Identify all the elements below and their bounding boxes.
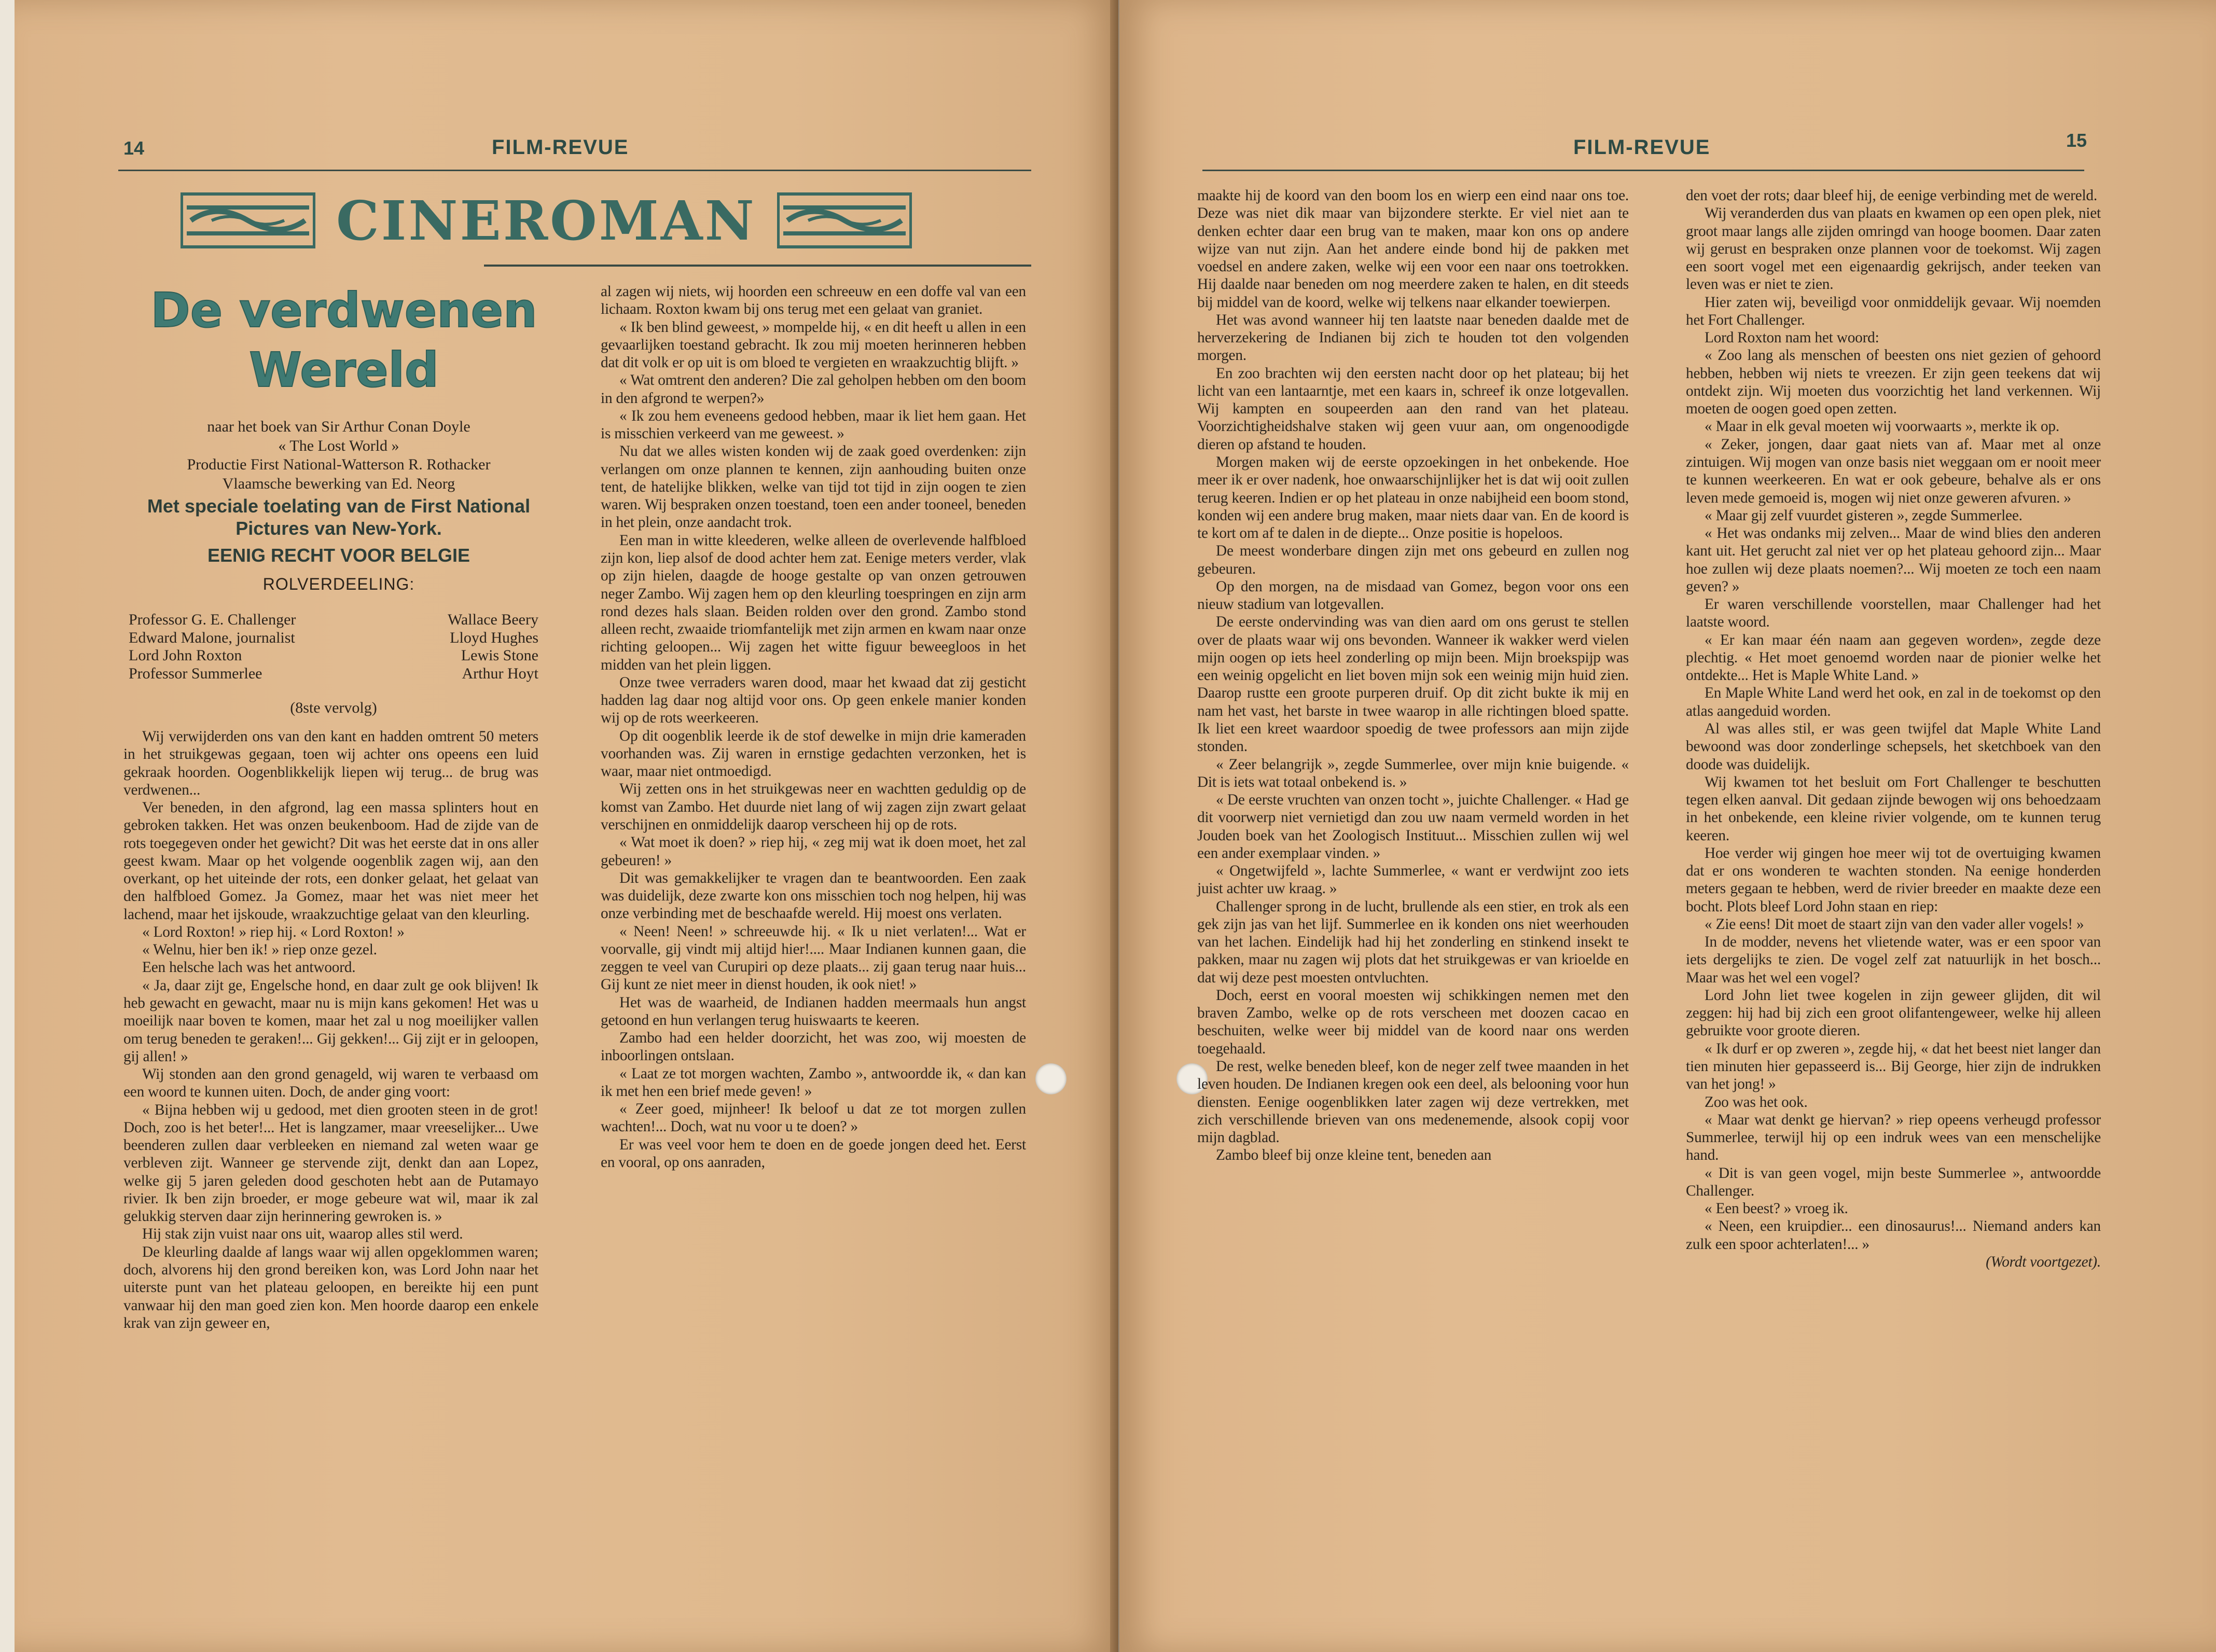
header-rule bbox=[118, 170, 1031, 171]
paragraph: Het was avond wanneer hij ten laatste naar beneden daalde met de herverzekering de Indianen bij zich te houden tot den volgenden morgen. bbox=[1197, 311, 1629, 364]
paragraph: « Zie eens! Dit moet de staart zijn van den vader aller vogels! » bbox=[1705, 915, 2084, 933]
paragraph: Op dit oogenblik leerde ik de stof dewelke in mijn drie kameraden voorhanden was. Zij waren in ernstige gedachten verzonken, het is waar, maar niet ontmoedigd. bbox=[601, 727, 1026, 780]
story-title-line1: De verdwenen bbox=[150, 283, 537, 338]
section-title: CINEROMAN bbox=[336, 188, 756, 253]
cast-actor: Wallace Beery bbox=[448, 611, 538, 628]
paragraph: Zambo had een helder doorzicht, het was zoo, wij moesten de inboorlingen ontslaan. bbox=[601, 1030, 1026, 1064]
paragraph: Wij kwamen tot het besluit om Fort Challenger te beschutten tegen elken aanval. Dit gedaan zijnde bewogen wij ons behoedzaam in het onbekende, een kleine rivier volgende, om te kunnen terug keeren. bbox=[1686, 773, 2101, 844]
paragraph: Ver beneden, in den afgrond, lag een massa splinters hout en gebroken takken. Het was onzen beukenboom. Had de zijde van de rots toegegeven onder het gewicht? Dit was het eerste dat in ons aller geest kwam. Maar op het volgende oogenblik zagen wij, aan den overkant, op het uiteinde der rots, een donker gelaat, het gelaat van den halfbloed Gomez. Ja Gomez, maar het was niet meer het lachend, maar het ijskoude, wraakzuchtige gelaat van den kleurling. bbox=[123, 799, 538, 923]
paragraph: Dit was gemakkelijker te vragen dan te beantwoorden. Een zaak was duidelijk, deze zwarte kon ons misschien toch nog helpen, hij was onze verbinding met de beschaafde wereld. Hij moest ons verlaten. bbox=[601, 869, 1026, 922]
paragraph: « Neen, een kruipdier... een dinosaurus!... Niemand anders kan zulk een spoor achterlaten!... » bbox=[1686, 1218, 2101, 1253]
cast-list bbox=[129, 611, 538, 683]
paragraph: « Zeer belangrijk », zegde Summerlee, over mijn knie buigende. « Dit is iets wat totaal onbekend is. » bbox=[1197, 756, 1629, 790]
paragraph: « Wat omtrent den anderen? Die zal geholpen hebben om den boom in den afgrond te werpen?» bbox=[601, 372, 1026, 407]
cast-row bbox=[129, 629, 538, 647]
paragraph: Hier zaten wij, beveiligd voor onmiddelijk gevaar. Wij noemden het Fort Challenger. bbox=[1686, 294, 2101, 328]
paragraph: al zagen wij niets, wij hoorden een schreeuw en een doffe val van een lichaam. Roxton kwam bij ons terug met een gelaat van graniet. bbox=[601, 283, 1026, 318]
masthead: FILM-REVUE bbox=[492, 136, 629, 159]
credit-adaptation: Vlaamsche bewerking van Ed. Neorg bbox=[222, 475, 455, 492]
paragraph: « Ongetwijfeld », lachte Summerlee, « want er verdwijnt zoo iets juist achter uw kraag. » bbox=[1197, 863, 1629, 897]
column-3 bbox=[1197, 187, 1629, 1164]
masthead: FILM-REVUE bbox=[1573, 136, 1711, 159]
paragraph: Het was de waarheid, de Indianen hadden meermaals hun angst getoond en hun verlangen terug huiswaarts te keeren. bbox=[601, 994, 1026, 1029]
cast-actor: Lloyd Hughes bbox=[450, 629, 538, 646]
paragraph: Wij stonden aan den grond genageld, wij waren te verbaasd om een woord te kunnen uiten. Doch, de ander ging voort: bbox=[123, 1066, 538, 1101]
continued-note: (Wordt voortgezet). bbox=[1986, 1253, 2101, 1270]
page-number: 15 bbox=[2066, 130, 2087, 151]
paragraph: Er waren verschillende voorstellen, maar Challenger had het laatste woord. bbox=[1686, 596, 2101, 631]
paragraph: Doch, eerst en vooral moesten wij schikkingen nemen met den braven Zambo, welke op de rots verscheen met doozen cacao en beschuiten, welke weer bij middel van de koord naar ons werden toegehaald. bbox=[1197, 987, 1629, 1057]
paragraph: Challenger sprong in de lucht, brullende als een stier, en trok als een gek zijn jas van het lijf. Summerlee en ik konden ons niet weerhouden van het lachen. Eindelijk had hij het zonderling en stinkend insekt te pakken, maar nu zagen wij plots dat het struikgewas er van krioelde en dat wij deze pest moesten ontvluchten. bbox=[1197, 898, 1629, 986]
cast-row bbox=[129, 665, 538, 683]
cast-role: Professor Summerlee bbox=[129, 664, 262, 682]
page-number: 14 bbox=[123, 137, 145, 159]
credit-production: Productie First National-Watterson R. Rothacker bbox=[187, 456, 491, 474]
cast-actor: Lewis Stone bbox=[461, 647, 538, 664]
column-1 bbox=[123, 728, 538, 1332]
paragraph: En zoo brachten wij den eersten nacht door op het plateau; bij het licht van een lantaarntje, met een kaars in, schreef ik onze lotgevallen. Wij kampten en soupeerden aan den rand van het plateau. Voorzichtigheidshalve staken wij geen vuur aan, om ongenoodigde dieren op afstand te houden. bbox=[1197, 365, 1629, 453]
punch-hole bbox=[1035, 1063, 1067, 1094]
paragraph: den voet der rots; daar bleef hij, de eenige verbinding met de wereld. bbox=[1686, 187, 2097, 204]
paragraph: Zoo was het ook. bbox=[1705, 1093, 1808, 1110]
paragraph: Een helsche lach was het antwoord. bbox=[142, 959, 356, 976]
column-2 bbox=[601, 283, 1026, 1171]
paragraph: De eerste ondervinding was van dien aard om ons gerust te stellen over de plaats waar wij ons bevonden. Wanneer ik wakker werd vielen mijn oogen op iets heel zonderling op mijn been. Mijn broekspijp was een weinig opgelicht en liet boven mijn sok een weinig mijn huid zien. Daarop rustte een groote purperen druif. Op dit zicht bukte ik mij en nam het vast, het barste in twee waarop in alle richtingen bloed spatte. Ik liet een kreet waardoor spoedig de twee professors aan mijn zijde stonden. bbox=[1197, 614, 1629, 755]
paragraph: Wij verwijderden ons van den kant en hadden omtrent 50 meters in het struikgewas gegaan, toen wij achter ons opeens een luid gekraak hoorden. Oogenblikkelijk liepen wij terug... de brug was verdwenen... bbox=[123, 728, 538, 798]
paragraph: Zambo bleef bij onze kleine tent, beneden aan bbox=[1216, 1147, 1492, 1164]
right-page bbox=[1119, 0, 2216, 1652]
story-title-line2: Wereld bbox=[249, 342, 439, 398]
paragraph: Al was alles stil, er was geen twijfel dat Maple White Land bewoond was door zonderlinge schepsels, het sketchboek van den doode was duidelijk. bbox=[1686, 720, 2101, 773]
ornament-left-icon bbox=[181, 192, 315, 249]
credit-source: naar het boek van Sir Arthur Conan Doyle bbox=[207, 418, 470, 435]
paragraph: Hij stak zijn vuist naar ons uit, waarop alles stil werd. bbox=[142, 1226, 463, 1243]
cast-label: ROLVERDEELING: bbox=[262, 574, 415, 593]
paragraph: Op den morgen, na de misdaad van Gomez, begon voor ons een nieuw stadium van lotgevallen. bbox=[1197, 578, 1629, 613]
paragraph: De meest wonderbare dingen zijn met ons gebeurd en zullen nog gebeuren. bbox=[1197, 543, 1629, 577]
paragraph: Onze twee verraders waren dood, maar het kwaad dat zij gesticht hadden lag daar nog altijd voor ons. Op geen enkele manier konden wij op de rots weerkeeren. bbox=[601, 674, 1026, 727]
credit-original-title: « The Lost World » bbox=[278, 437, 399, 454]
paragraph: Wij veranderden dus van plaats en kwamen op een open plek, niet groot maar langs alle zijden omringd van hooge boomen. Daar zaten wij gerust en bespraken onze plannen voor de toekomst. Wij zagen een soort vogel met een eigenaardig gekrijsch, ander teeken van leven was er niet te zien. bbox=[1686, 205, 2101, 293]
paragraph: « Zeker, jongen, daar gaat niets van af. Maar met al onze zintuigen. Wij mogen van onze basis niet weggaan om er nooit meer te kunnen weerkeeren. En wat er ook gebeure, behalve als er ons leven mede gemoeid is, mogen wij niet onze geweren afvuren. » bbox=[1686, 436, 2101, 506]
paragraph: Wij zetten ons in het struikgewas neer en wachtten geduldig op de komst van Zambo. Het duurde niet lang of wij zagen zijn zwart gelaat verschijnen en onmiddelijk daarop verscheen hij op de rots. bbox=[601, 781, 1026, 833]
paragraph: « Lord Roxton! » riep hij. « Lord Roxton! » bbox=[142, 923, 405, 940]
paragraph: De rest, welke beneden bleef, kon de neger zelf twee maanden in het leven houden. De Indianen kregen ook een deel, als belooning voor hun diensten. Eenige oogenblikken later zagen wij deze vertrekken, met zich verschillende brieven van ons medenemende, alsook copij voor mijn dagblad. bbox=[1197, 1058, 1629, 1146]
section-banner bbox=[181, 184, 959, 257]
paragraph: maakte hij de koord van den boom los en wierp een eind naar ons toe. Deze was niet dik maar van bijzondere sterkte. Er viel niet aan te denken echter daar een brug van te maken, maar kon ons op andere wijze van nut zijn. Aan het andere einde bond hij de pakken met voedsel en andere zaken, welke wij een voor een naar ons toetrokken. Hij daalde naar beneden om nog meerdere zaken te halen, en dit steeds bij middel van de koord, welke wij telkens naar elkander toewierpen. bbox=[1197, 187, 1629, 311]
header-rule bbox=[1202, 170, 2084, 171]
paragraph: « Een beest? » vroeg ik. bbox=[1705, 1200, 1848, 1217]
paragraph: « Ik zou hem eveneens gedood hebben, maar ik liet hem gaan. Het is misschien verkeerd van me geweest. » bbox=[601, 407, 1026, 442]
paragraph: « Bijna hebben wij u gedood, met dien grooten steen in de grot! Doch, zoo is het beter!... Het is langzamer, maar vreeselijker... Uwe beenderen zullen daar verbleeken en niemand zal weten waar ge verbleven zijt. Wanneer ge stervende zijt, denkt dan aan Lopez, welke gij 5 jaren geleden dood geschoten hebt aan de Putamayo rivier. Ik ben zijn broeder, er moge gebeure wat wil, maar ik zal gelukkig sterven daar zijn herinnering gewroken is. » bbox=[123, 1101, 538, 1225]
paragraph: Hoe verder wij gingen hoe meer wij tot de overtuiging kwamen dat er ons wonderen te wachten stonden. Na eenige honderden meters gegaan te hebben, werd de rivier breeder en maakte deze een bocht. Plots bleef Lord John staan en riep: bbox=[1686, 844, 2101, 915]
paragraph: Er was veel voor hem te doen en de goede jongen deed het. Eerst en vooral, op ons aanraden, bbox=[601, 1136, 1026, 1171]
paragraph: « Ik ben blind geweest, » mompelde hij, « en dit heeft u allen in een gevaarlijken toestand gebracht. Ik zou mij moeten herinneren hebben dat dit volk er op uit is om bloed te vergieten en wraakzuchtig blijft. » bbox=[601, 318, 1026, 371]
paragraph: Lord John liet twee kogelen in zijn geweer glijden, dit wil zeggen: hij had bij zich een groot olifantengeweer, welke hij alleen gebruikte voor groote dieren. bbox=[1686, 987, 2101, 1039]
paragraph: « Welnu, hier ben ik! » riep onze gezel. bbox=[142, 941, 377, 959]
paragraph: « Neen! Neen! » schreeuwde hij. « Ik u niet verlaten!... Wat er voorvalle, gij vindt mij altijd hier!.... Maar Indianen kunnen gaan, die zeggen te veel van Curupiri op deze plaats... zij gaan terug naar huis... Gij kunt ze niet meer in dienst houden, ik ook niet! » bbox=[601, 923, 1026, 993]
banner-rule bbox=[484, 265, 1031, 267]
paragraph: Morgen maken wij de eerste opzoekingen in het onbekende. Hoe meer ik er over nadenk, hoe onwaarschijnlijker het is dat wij ooit zullen terug keeren. Indien er op het plateau in onze nabijheid een boom stond, konden wij een andere brug maken, maar niets daar van. En de koord is te kort om af te dalen in de diepte... Onze positie is hopeloos. bbox=[1197, 453, 1629, 542]
paragraph: « Wat moet ik doen? » riep hij, « zeg mij wat ik doen moet, het zal gebeuren! » bbox=[601, 834, 1026, 869]
paragraph: « Maar wat denkt ge hiervan? » riep opeens verheugd professor Summerlee, terwijl hij op een indruk wees van een menschelijke hand. bbox=[1686, 1111, 2101, 1164]
paragraph: In de modder, nevens het vlietende water, was er een spoor van iets dergelijks te zien. De vogel zelf zat natuurlijk in het bosch... Maar was het wel een vogel? bbox=[1686, 934, 2101, 986]
paragraph: Nu dat we alles wisten konden wij de zaak goed overdenken: zijn verlangen om onze plannen te kennen, zijn aanhouding buiten onze tent, de hatelijke blikken, welke van tijd tot tijd in zijn oogen te zien waren. Wij bespraken onzen toestand, toen een ander tooneel, beneden in het plein, onze aandacht trok. bbox=[601, 443, 1026, 531]
paragraph: « Zeer goed, mijnheer! Ik beloof u dat ze tot morgen zullen wachten!... Doch, wat nu voor u te doen? » bbox=[601, 1101, 1026, 1135]
paragraph: « Laat ze tot morgen wachten, Zambo », antwoordde ik, « dan kan ik met hen een brief mede geven! » bbox=[601, 1065, 1026, 1100]
paragraph: Lord Roxton nam het woord: bbox=[1705, 329, 1879, 346]
paragraph: « Ja, daar zijt ge, Engelsche hond, en daar zult ge ook blijven! Ik heb gewacht en gewacht, maar nu is mijn kans gekomen! Het was u moeilijk naar boven te komen, maar het zal u nog moeilijker vallen om terug beneden te geraken!... Gij gekken!... Gij zijt er in geloopen, gij allen! » bbox=[123, 977, 538, 1065]
paragraph: En Maple White Land werd het ook, en zal in de toekomst op den atlas aangeduid worden. bbox=[1686, 685, 2101, 719]
credit-rights: EENIG RECHT VOOR BELGIE bbox=[207, 545, 470, 566]
cast-actor: Arthur Hoyt bbox=[462, 664, 538, 682]
left-page bbox=[15, 0, 1118, 1652]
paragraph: Een man in witte kleederen, welke alleen de overlevende halfbloed zijn kon, liep alsof de dood achter hem zat. Eenige meters verder, vlak op zijn hielen, daagde de hooge gestalte op van onzen getrouwen neger Zambo. Wij zagen hem op den kleurling toespringen en zijn arm rond dezes hals slaan. Beiden rolden over den grond. Zambo stond alleen recht, zwaaide triomfantelijk met zijn armen en kwam naar onze richting geloopen... Wij zagen het witte figuur beweegloos in het midden van het plein liggen. bbox=[601, 532, 1026, 673]
paragraph: « Dit is van geen vogel, mijn beste Summerlee », antwoordde Challenger. bbox=[1686, 1164, 2101, 1199]
cast-role: Edward Malone, journalist bbox=[129, 629, 295, 646]
installment-note: (8ste vervolg) bbox=[290, 699, 377, 716]
paragraph: « Ik durf er op zweren », zegde hij, « dat het beest niet langer dan tien minuten hier gepasseerd is... Bij George, hier zijn de indrukken van het jong! » bbox=[1686, 1040, 2101, 1093]
cast-row bbox=[129, 611, 538, 629]
paragraph: « De eerste vruchten van onzen tocht », juichte Challenger. « Had ge dit voorwerp niet vernietigd dan zou uw naam vermeld worden in het Jouden boek van het Zoologisch Instituut... Misschien zullen wij wel een ander exemplaar vinden. » bbox=[1197, 792, 1629, 862]
credits-block bbox=[123, 418, 554, 594]
paragraph: « Zoo lang als menschen of beesten ons niet gezien of gehoord hebben, hebben wij niets te vreezen. Er zijn geen teekens dat wij ontdekt zijn. Wij moeten dus voorzichtig het land verkennen. Wij moeten de oogen goed open zetten. bbox=[1686, 347, 2101, 418]
cast-row bbox=[129, 647, 538, 665]
paragraph: « Er kan maar één naam aan gegeven worden», zegde deze plechtig. « Het moet genoemd worden naar de pionier welke het ontdekte... Het is Maple White Land. » bbox=[1686, 631, 2101, 684]
credit-permission: Met speciale toelating van de First National Pictures van New-York. bbox=[147, 495, 531, 539]
cast-role: Professor G. E. Challenger bbox=[129, 611, 296, 628]
paragraph: « Maar gij zelf vuurdet gisteren », zegde Summerlee. bbox=[1705, 507, 2023, 524]
paragraph: De kleurling daalde af langs waar wij allen opgeklommen waren; doch, alvorens hij den grond bereiken kon, was Lord John naar het uiterste punt van het plateau geloopen, en bereikte hij een punt vanwaar hij den man goed zien kon. Men hoorde daarop een enkele krak van zijn geweer en, bbox=[123, 1243, 538, 1331]
paragraph: « Maar in elk geval moeten wij voorwaarts », merkte ik op. bbox=[1705, 418, 2060, 435]
column-4 bbox=[1686, 187, 2101, 1271]
cast-role: Lord John Roxton bbox=[129, 647, 242, 664]
paragraph: « Het was ondanks mij zelven... Maar de wind blies den anderen kant uit. Het gerucht zal niet ver op het plateau gehoord zijn... Maar hoe zullen wij deze plaats noemen?... Wij moeten ze toch een naam geven? » bbox=[1686, 525, 2101, 595]
ornament-right-icon bbox=[777, 192, 912, 249]
